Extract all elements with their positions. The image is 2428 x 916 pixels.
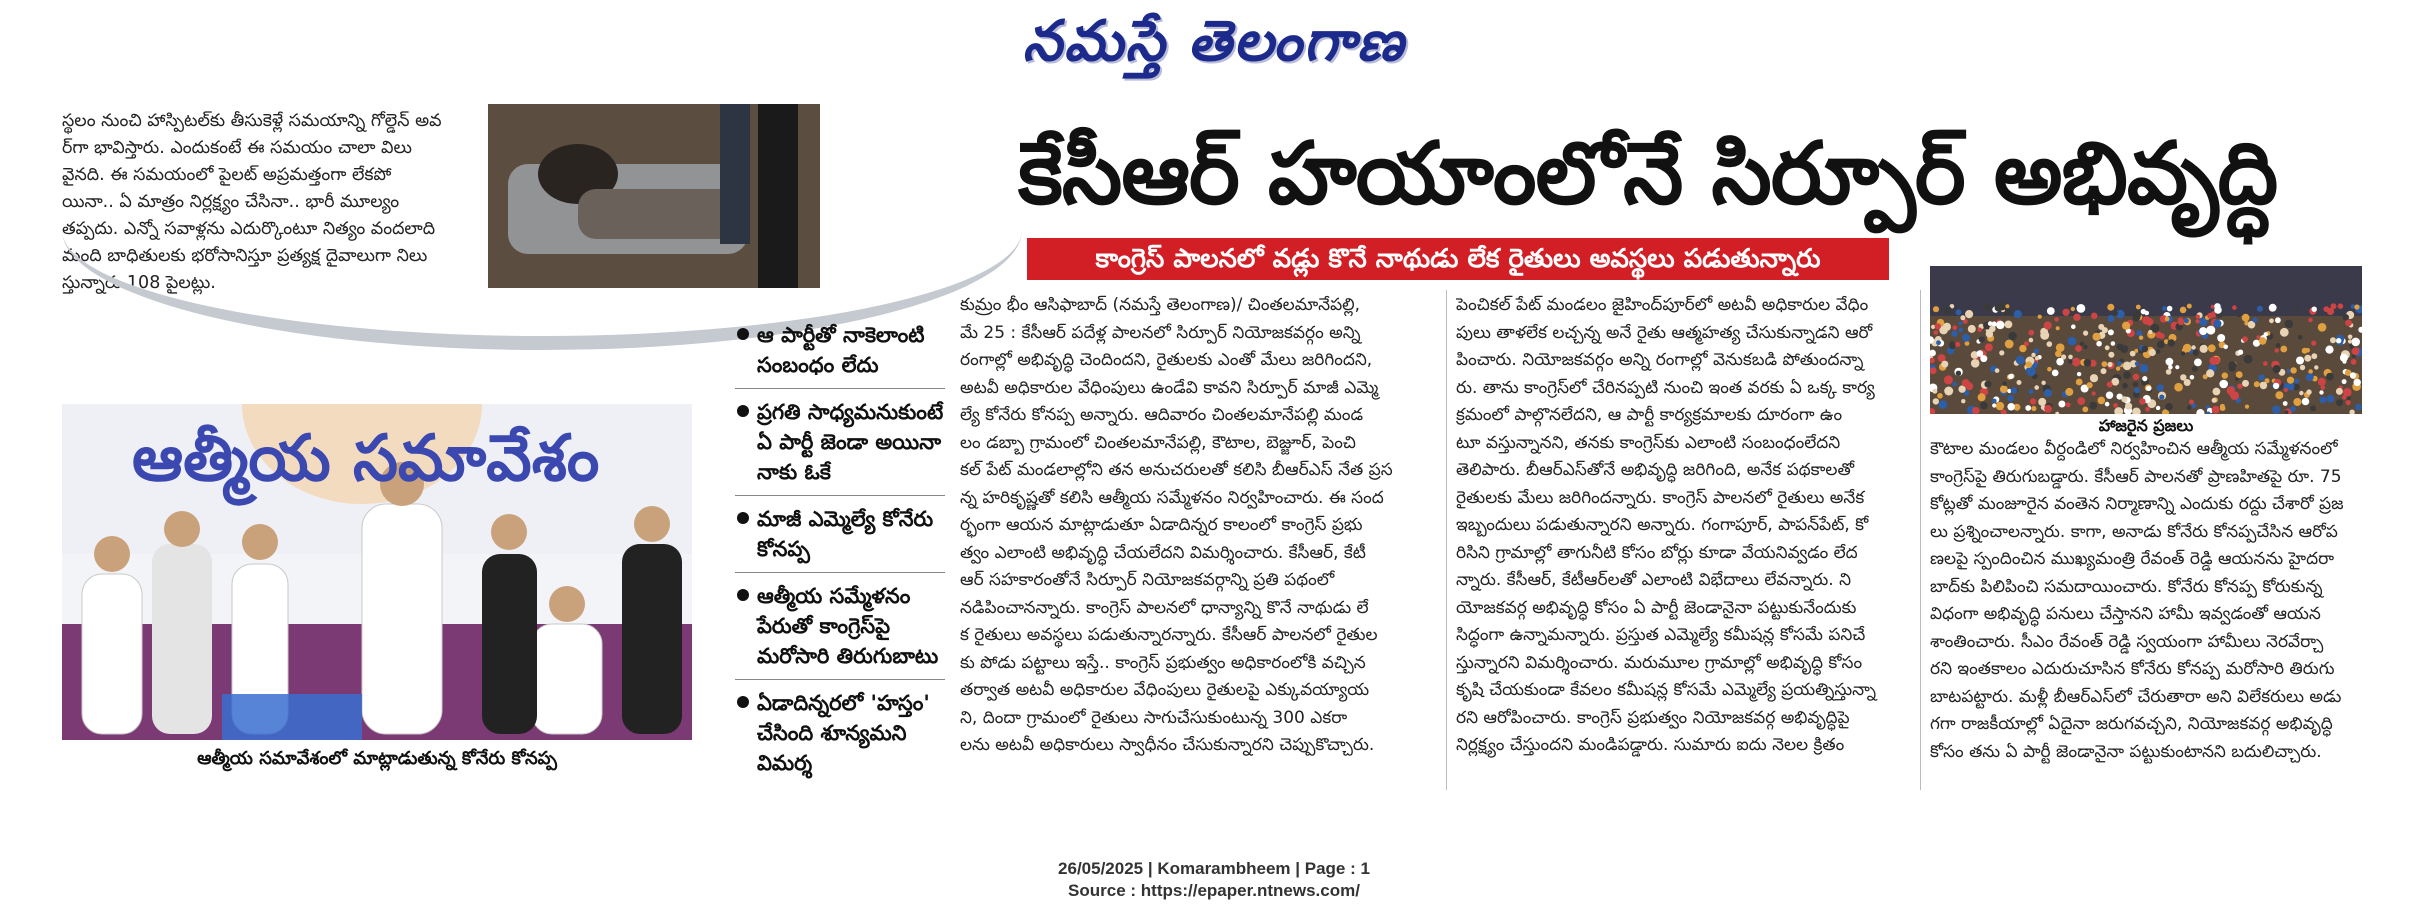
article-line: నడిపించానన్నారు. కాంగ్రెస్ పాలనలో ధాన్యాన్ని కొనే నాథుడు లే (960, 597, 1369, 618)
article-line: తెలిపారు. బీఆర్ఎస్‌తోనే అభివృద్ధి జరిగింది, అనేక పథకాలతో (1456, 460, 1855, 480)
article-line: నిర్లక్ష్యం చేస్తుందని మండిపడ్డారు. సుమారు ఐదు నెలల క్రితం (1456, 735, 1845, 755)
article-line: ల్యే కోనేరు కోనప్ప అన్నారు. ఆదివారం చింతలమానేపల్లి మండ (960, 405, 1364, 425)
article-line: గగా రాజకీయాల్లో ఏదైనా జరుగవచ్చని, నియోజకవర్గ అభివృద్ధి (1930, 714, 2333, 734)
key-point (735, 688, 945, 786)
key-point-text: ఆ పార్టీతో నాకెలాంటి సంబంధం లేదు (757, 323, 925, 377)
snippet-line: తప్పదు. ఎన్నో సవాళ్లను ఎదుర్కొంటూ నిత్యం వందలాది (62, 219, 436, 239)
crowd-photo (1930, 266, 2362, 414)
article-line: యోజకవర్గ అభివృద్ధి కోసం ఏ పార్టీ జెండానైనా పట్టుకునేందుకు (1456, 597, 1857, 618)
article-line: కోసం తను ఏ పార్టీ జెండానైనా పట్టుకుంటానని బదులిచ్చారు. (1930, 741, 2322, 762)
column-divider (1446, 290, 1447, 790)
article-line: లు ప్రశ్నించాలన్నారు. కాగా, అనాడు కోనేరు కోనప్పచేసిన ఆరోప (1930, 521, 2338, 542)
meeting-photo (62, 404, 692, 740)
key-point (735, 320, 945, 389)
column-divider (1920, 290, 1921, 790)
article-line: సిద్ధంగా ఉన్నామన్నారు. ప్రస్తుత ఎమ్మెల్యే కమీషన్ల కోసమే పనిచే (1456, 625, 1866, 645)
article-line: కుమ్రం భీం ఆసిఫాబాద్ (నమస్తే తెలంగాణ)/ చింతలమానేపల్లి, (960, 295, 1361, 315)
article-line: అటవీ అధికారుల వేధింపులు ఉండేవి కావని సిర్పూర్ మాజీ ఎమ్మె (960, 377, 1379, 398)
article-line: త్వం ఎలాంటి అభివృద్ధి చేయలేదని విమర్శించారు. కేసీఆర్, కేటీ (960, 542, 1366, 563)
key-point (735, 397, 945, 496)
article-line: రైతులకు మేలు జరిగిందన్నారు. కాంగ్రెస్ పాలనలో రైతులు అనేక (1456, 487, 1865, 508)
meeting-photo-caption: ఆత్మీయ సమావేశంలో మాట్లాడుతున్న కోనేరు కోనప్ప (197, 748, 557, 769)
article-column-2 (1456, 292, 1912, 760)
article-line: ఇబ్బందులు పడుతున్నారని అన్నారు. గంగాపూర్, పాపన్‌పేట్, కో (1456, 515, 1869, 535)
bullet-icon (737, 512, 749, 524)
masthead: నమస్తే తెలంగాణ (1022, 8, 1406, 74)
snippet-line: ర్‌గా భావిస్తారు. ఎందుకంటే ఈ సమయం చాలా విలు (62, 138, 412, 158)
article-line: ణలపై స్పందించిన ముఖ్యమంత్రి రేవంత్ రెడ్డి ఆయనను హైదరా (1930, 549, 2335, 569)
article-line: శాంతించారు. సీఎం రేవంత్ రెడ్డి స్వయంగా హామీలు నెరవేర్చా (1930, 631, 2324, 652)
key-points (735, 320, 945, 794)
key-point-text: ఆత్మీయ సమ్మేళనం పేరుతో కాంగ్రెస్‌పై మరోసారి తిరుగుబాటు (757, 584, 939, 668)
snippet-line: వైనది. ఈ సమయంలో పైలట్ అప్రమత్తంగా లేకపో (62, 165, 392, 185)
article-line: పులు తాళలేక లచ్చన్న అనే రైతు ఆత్మహత్య చేసుకున్నాడని ఆరో (1456, 322, 1873, 343)
subheadline: కాంగ్రెస్ పాలనలో వడ్లు కొనే నాథుడు లేక రైతులు అవస్థలు పడుతున్నారు (1027, 238, 1889, 280)
article-line: ని, దిందా గ్రామంలో రైతులు సాగుచేసుకుంటున్న 300 ఎకరా (960, 707, 1348, 728)
article-line: బాటపట్టారు. మళ్లీ బీఆర్ఎస్‌లో చేరుతారా అని విలేకరులు అడు (1930, 686, 2342, 707)
footer-source: Source : https://epaper.ntnews.com/ (1068, 881, 1360, 900)
article-line: రిసిని గ్రామాల్లో తాగునీటి కోసం బోర్లు కూడా వేయనివ్వడం లేద (1456, 542, 1858, 563)
key-point (735, 581, 945, 680)
article-line: కాంగ్రెస్‌పై తిరుగుబడ్డారు. కేసీఆర్ పాలనతో ప్రాణహితపై రూ. 75 (1930, 466, 2342, 487)
bullet-icon (737, 696, 749, 708)
article-line: రని ఇంతకాలం ఎదురుచూసిన కోనేరు కోనప్ప మరోసారి తిరుగు (1930, 659, 2335, 679)
article-line: పించారు. నియోజకవర్గం అన్ని రంగాల్లో వెనుకబడి పోతుందన్నా (1456, 350, 1864, 370)
article-line: విధంగా అభివృద్ధి పనులు చేస్తానని హామీ ఇవ్వడంతో ఆయన (1930, 604, 2321, 624)
article-column-1 (960, 292, 1436, 760)
article-line: ఆర్ సహకారంతోనే సిర్పూర్ నియోజకవర్గాన్ని ప్రతి పథంలో (960, 570, 1335, 590)
headline: కేసీఆర్ హయాంలోనే సిర్పూర్ అభివృద్ధి (1018, 124, 2278, 224)
bullet-icon (737, 405, 749, 417)
key-point (735, 504, 945, 573)
article-line: న్నారు. కేసీఆర్, కేటీఆర్‌లతో ఎలాంటి విభేదాలు లేవన్నారు. ని (1456, 570, 1852, 590)
article-line: కౌటాల మండలం వీర్దండిలో నిర్వహించిన ఆత్మీయ సమ్మేళనంలో (1930, 439, 2338, 459)
article-line: ర్భంగా ఆయన మాట్లాడుతూ ఏడాదిన్నర కాలంలో కాంగ్రెస్ ప్రభు (960, 515, 1363, 535)
article-line: రు. తాను కాంగ్రెస్‌లో చేరినప్పటి నుంచి ఇంత వరకు ఏ ఒక్క కార్య (1456, 377, 1875, 398)
footer-date-edition: 26/05/2025 | Komarambheem | Page : 1 (1058, 859, 1370, 878)
article-line: కల్ పేట్ మండలాల్లోని తన అనుచరులతో కలిసి బీఆర్ఎస్ నేత ప్రస (960, 460, 1393, 480)
article-line: కోట్లతో మంజూరైన వంతెన నిర్మాణాన్ని ఎందుకు రద్దు చేశారో ప్రజ (1930, 494, 2344, 514)
crowd-photo-caption: హాజరైన ప్రజలు (2098, 416, 2194, 435)
article-line: తర్వాత అటవీ అధికారుల వేధింపులు రైతులపై ఎక్కువయ్యాయ (960, 680, 1370, 700)
article-line: క రైతులు అవస్థలు పడుతున్నారన్నారు. కేసీఆర్ పాలనలో రైతుల (960, 625, 1378, 645)
snippet-line: మంది బాధితులకు భరోసానిస్తూ ప్రత్యక్ష దైవాలుగా నిలు (62, 246, 428, 266)
article-line: లను అటవీ అధికారులు స్వాధీనం చేసుకున్నారని చెప్పుకొచ్చారు. (960, 735, 1375, 755)
article-line: రని ఆరోపించారు. కాంగ్రెస్ ప్రభుత్వం నియోజకవర్గ అభివృద్ధిపై (1456, 707, 1850, 728)
article-line: లం డబ్బా గ్రామంలో చింతలమానేపల్లి, కౌటాల, బెజ్జూర్, పెంచి (960, 432, 1356, 453)
key-point-text: ఏడాదిన్నరలో 'హస్తం' చేసింది శూన్యమని విమర్శ (757, 691, 930, 775)
article-line: బాద్‌కు పిలిపించి సమదాయించారు. కోనేరు కోనప్ప కోరుకున్న (1930, 576, 2323, 597)
key-point-text: మాజీ ఎమ్మెల్యే కోనేరు కోనప్ప (757, 507, 934, 561)
meeting-banner-text: ఆత్మీయ సమావేశం (132, 422, 600, 496)
article-line: స్తున్నారని విమర్శించారు. మరుమూల గ్రామాల్లో అభివృద్ధి కోసం (1456, 652, 1863, 673)
snippet-line: స్తున్నారు 108 పైలట్లు. (62, 273, 216, 293)
article-line: టూ వస్తున్నానని, తనకు కాంగ్రెస్‌కు ఎలాంటి సంబంధంలేదని (1456, 432, 1841, 453)
article-line: రంగాల్లో అభివృద్ధి చెందిందని, రైతులకు ఎంతో మేలు జరిగిందని, (960, 350, 1373, 370)
article-line: కు పోడు పట్టాలు ఇస్తే.. కాంగ్రెస్ ప్రభుత్వం అధికారంలోకి వచ్చిన (960, 652, 1366, 673)
bullet-icon (737, 328, 749, 340)
snippet-line: స్థలం నుంచి హాస్పిటల్‌కు తీసుకెళ్లే సమయాన్ని గోల్డెన్ అవ (62, 111, 442, 131)
key-point-text: ప్రగతి సాధ్యమనుకుంటే ఏ పార్టీ జెండా అయినా నాకు ఓకే (757, 400, 944, 484)
bullet-icon (737, 589, 749, 601)
snippet-line: యినా.. ఏ మాత్రం నిర్లక్ష్యం చేసినా.. భారీ మూల్యం (62, 192, 400, 212)
page-footer (0, 858, 2428, 902)
article-line: న్న హరికృష్ణతో కలిసి ఆత్మీయ సమ్మేళనం నిర్వహించారు. ఈ సంద (960, 487, 1384, 508)
article-line: మే 25 : కేసీఆర్ పదేళ్ల పాలనలో సిర్పూర్ నియోజకవర్గం అన్ని (960, 322, 1361, 343)
article-line: పెంచికల్ పేట్ మండలం జైహింద్‌పూర్‌లో అటవీ అధికారుల వేధిం (1456, 295, 1869, 315)
article-column-3 (1930, 436, 2362, 766)
crowd-photo-scene (1930, 266, 2362, 414)
article-line: క్రమంలో పాల్గొనలేదని, ఆ పార్టీ కార్యక్రమాలకు దూరంగా ఉం (1456, 405, 1843, 425)
article-line: కృషి చేయకుండా కేవలం కమీషన్ల కోసమే ఎమ్మెల్యే ప్రయత్నిస్తున్నా (1456, 680, 1877, 700)
